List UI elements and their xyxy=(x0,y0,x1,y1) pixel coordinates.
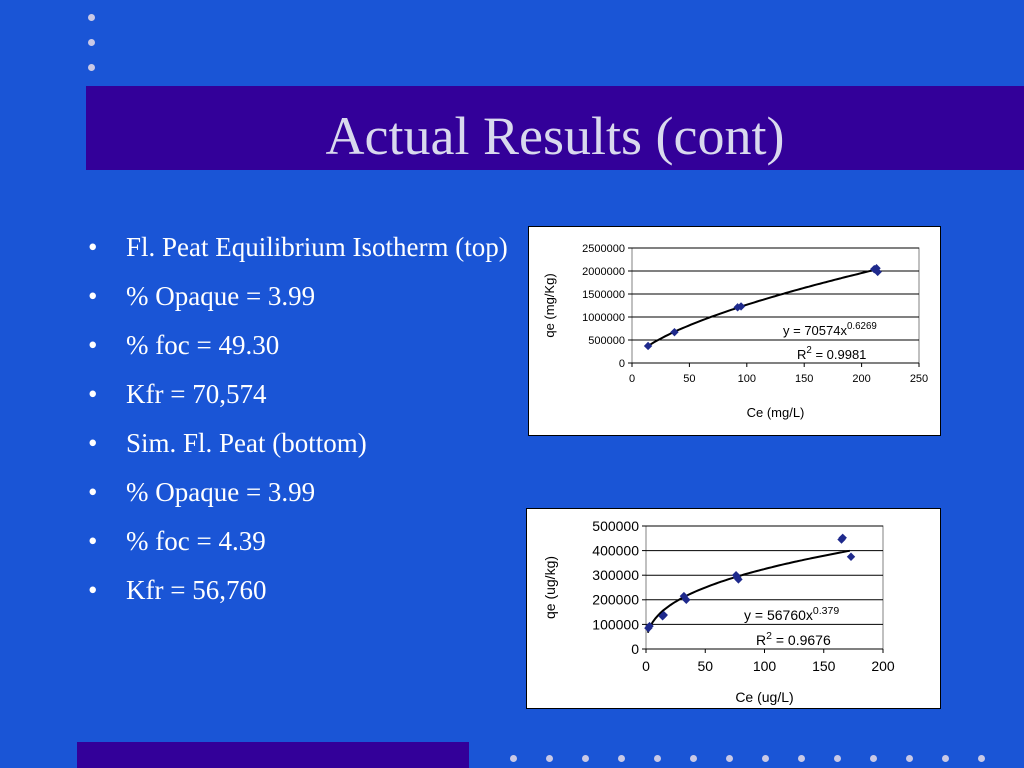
dot xyxy=(834,755,841,762)
bullet-text: % Opaque = 3.99 xyxy=(126,281,316,311)
r-squared-superscript: 2 xyxy=(766,630,772,642)
dot xyxy=(88,64,95,71)
r-squared-superscript: 2 xyxy=(806,345,812,356)
trend-equation-exponent: 0.379 xyxy=(812,605,840,617)
y-tick-label: 100000 xyxy=(592,616,639,633)
trend-equation-base: y = 56760x xyxy=(744,607,813,623)
dot xyxy=(654,755,661,762)
bullet-icon: • xyxy=(88,281,98,311)
decorative-dots-horizontal xyxy=(0,752,1024,764)
x-tick-label: 150 xyxy=(812,658,836,674)
chart-top-svg xyxy=(529,227,942,437)
r-squared-symbol: R xyxy=(797,347,807,362)
dot xyxy=(906,755,913,762)
y-tick-label: 1000000 xyxy=(582,311,625,324)
chart-bottom xyxy=(526,508,941,709)
bullet-item xyxy=(88,573,528,607)
bullet-text: % Opaque = 3.99 xyxy=(126,477,316,507)
bullet-item xyxy=(88,279,528,313)
y-tick-label: 500000 xyxy=(588,334,625,347)
r-squared-value: = 0.9981 xyxy=(811,347,867,362)
bullet-icon: • xyxy=(88,575,98,605)
x-tick-label: 0 xyxy=(628,373,636,385)
x-tick-label: 0 xyxy=(642,658,650,674)
trend-equation-base: y = 70574x xyxy=(783,323,847,338)
bullet-icon: • xyxy=(88,477,98,507)
dot xyxy=(88,14,95,21)
y-tick-label: 0 xyxy=(631,640,639,657)
bullet-item xyxy=(88,377,528,411)
dot xyxy=(618,755,625,762)
plot-area xyxy=(646,526,883,649)
x-tick-label: 150 xyxy=(795,373,814,385)
chart-top xyxy=(528,226,941,436)
bullet-text: % foc = 4.39 xyxy=(126,526,266,556)
chart-bottom-svg xyxy=(527,509,942,710)
x-tick-label: 100 xyxy=(752,658,777,674)
bullet-icon: • xyxy=(88,232,98,262)
y-tick-label: 200000 xyxy=(592,591,639,608)
dot xyxy=(546,755,553,762)
slide-title: Actual Results (cont) xyxy=(325,106,785,166)
dot xyxy=(582,755,589,762)
dot xyxy=(942,755,949,762)
dot xyxy=(88,39,95,46)
x-axis-label: Ce (mg/L) xyxy=(746,405,805,420)
bullet-icon: • xyxy=(88,428,98,458)
trend-equation-exponent: 0.6269 xyxy=(846,321,877,332)
bullet-item xyxy=(88,524,528,558)
bullet-text: Kfr = 56,760 xyxy=(126,575,267,605)
dot xyxy=(798,755,805,762)
bullet-item xyxy=(88,328,528,362)
x-tick-label: 250 xyxy=(909,373,929,385)
bullet-item xyxy=(88,230,528,264)
r-squared-value: = 0.9676 xyxy=(771,632,831,648)
x-tick-label: 50 xyxy=(683,373,696,385)
x-axis-label: Ce (ug/L) xyxy=(735,689,794,705)
y-axis-label: qe (mg/Kg) xyxy=(542,273,557,338)
bullet-icon: • xyxy=(88,379,98,409)
y-tick-label: 300000 xyxy=(592,567,639,584)
dot xyxy=(762,755,769,762)
y-tick-label: 500000 xyxy=(592,517,639,534)
x-tick-label: 200 xyxy=(852,373,871,385)
dot xyxy=(726,755,733,762)
x-tick-label: 200 xyxy=(871,658,895,674)
dot xyxy=(978,755,985,762)
bullet-icon: • xyxy=(88,330,98,360)
y-tick-label: 2000000 xyxy=(582,265,625,278)
bullet-text: Kfr = 70,574 xyxy=(126,379,267,409)
dot xyxy=(870,755,877,762)
dot xyxy=(510,755,517,762)
y-tick-label: 0 xyxy=(618,357,625,370)
y-axis-label: qe (ug/kg) xyxy=(542,555,558,620)
bullet-text: Sim. Fl. Peat (bottom) xyxy=(126,428,367,458)
bullet-text: % foc = 49.30 xyxy=(126,330,280,360)
dot xyxy=(690,755,697,762)
y-tick-label: 2500000 xyxy=(582,242,625,255)
bullet-item xyxy=(88,426,528,460)
bullet-item xyxy=(88,475,528,509)
bullet-list xyxy=(88,230,528,622)
x-tick-label: 100 xyxy=(737,373,756,385)
bullet-text: Fl. Peat Equilibrium Isotherm (top) xyxy=(126,232,508,262)
x-tick-label: 50 xyxy=(697,658,714,674)
title-band xyxy=(86,86,1024,170)
bullet-icon: • xyxy=(88,526,98,556)
y-tick-label: 1500000 xyxy=(582,288,625,301)
r-squared-symbol: R xyxy=(756,632,767,648)
y-tick-label: 400000 xyxy=(592,542,639,559)
